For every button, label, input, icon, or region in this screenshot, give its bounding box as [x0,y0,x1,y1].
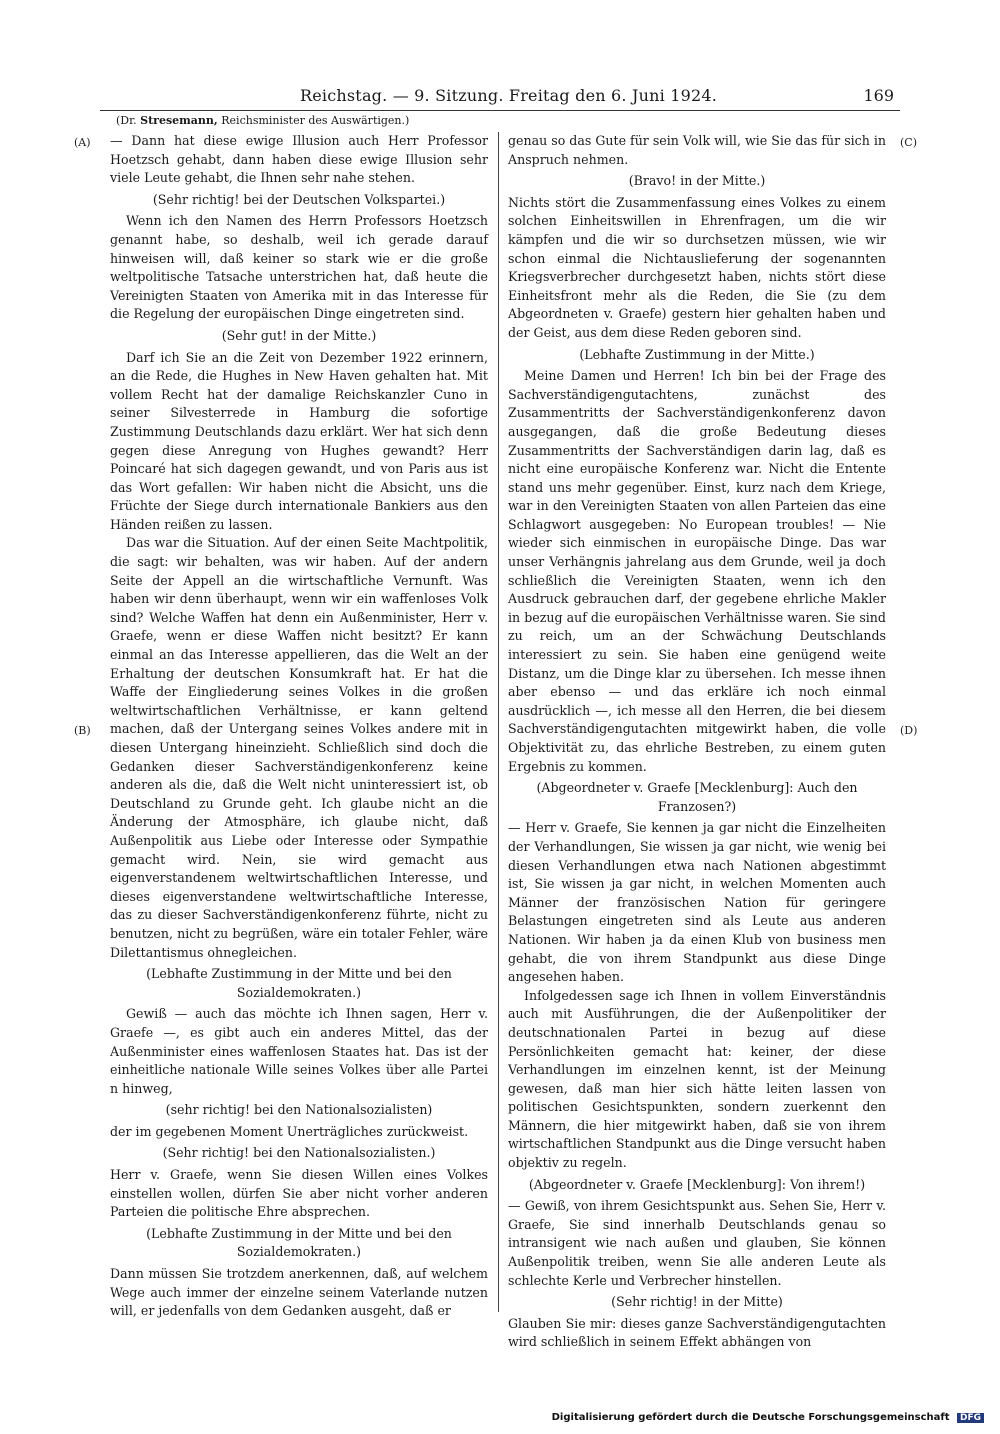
margin-marker-d: (D) [900,724,918,737]
interjection: (Sehr gut! in der Mitte.) [221,327,377,343]
interjection: (Sehr richtig! bei den Nationalsozialisten.) [162,1145,436,1161]
left-column [110,132,488,1321]
paragraph: — Gewiß, von ihrem Gesichtspunkt aus. Sehen Sie, Herr v. Graefe, Sie sind innerhalb Deutschlands genau so intransigent wie nach außen und glauben, Sie können Außenpolitik treiben, wenn Sie alle anderen Leute als schlechte Kerle und Verbrecher hinstellen. [508,1198,886,1288]
paragraph: Glauben Sie mir: dieses ganze Sachverständigengutachten wird schließlich in seinem Effekt abhängen von [508,1315,886,1350]
paragraph: — Herr v. Graefe, Sie kennen ja gar nicht die Einzelheiten der Verhandlungen, Sie wissen ja gar nicht, wie wenig bei diesen Verhandlungen etwa nach Nationen abgestimmt ist, Sie wissen ja gar nicht, in welchen Momenten auch Männer der französischen Nation für geringere Belastungen eingetreten sind als Leute aus anderen Nationen. Wir haben ja da einen Klub von business men gehabt, die von ihrem Standpunkt aus diese Dinge angesehen haben. [508,820,886,985]
paragraph: Das war die Situation. Auf der einen Seite Machtpolitik, die sagt: wir behalten, was wir haben. Auf der andern Seite der Appell an die wirtschaftliche Vernunft. Was haben wir denn überhaupt, wenn wir ein waffenloses Volk sind? Welche Waffen hat denn ein Außenminister, Herr v. Graefe, wenn er diese Waffen nicht besitzt? Er kann einmal an das Interesse appellieren, das die Welt an der Erhaltung der deutschen Konsumkraft hat. Er hat die Waffe der Eingliederung seines Volkes in die großen weltwirtschaftlichen Verhältnisse, er kann geltend machen, daß der Untergang seines Volkes andere mit in diesen Untergang hineinzieht. Schließlich sind doch die Gedanken dieser Sachverständigenkonferenz keine anderen als die, daß die Welt nicht uninteressiert ist, ob Deutschland zu Grunde geht. Ich glaube nicht an die Änderung der Atmosphäre, ich glaube nicht, daß Außenpolitik aus Liebe oder Interesse oder Sympathie gemacht wird. Nein, sie wird gemacht aus eigenverstandenem weltwirtschaftlichen Interesse, und dieses eigenverstandene weltwirtschaftliche Interesse, das zu dieser Sachverständigenkonferenz führte, nicht zu benutzen, nicht zu begrüßen, wäre ein totaler Fehler, wäre Dilettantismus ohnegleichen. [110,535,488,960]
paragraph: Meine Damen und Herren! Ich bin bei der Frage des Sachverständigengutachtens, zunächst des Zusammentritts der Sachverständigenkonferenz davon ausgegangen, daß die große Bedeutung dieses Zusammentritts der Sachverständigen darin lag, daß es nicht eine europäische Konferenz war. Nicht die Entente stand uns mehr gegenüber. Einst, kurz nach dem Kriege, war in den Vereinigten Staaten von allen Parteien das eine Schlagwort ausgegeben: No European troubles! — Nie wieder sich einmischen in europäische Dinge. Das war unser Verhängnis jahrelang aus dem Grunde, weil ja doch schließlich die Vereinigten Staaten, wenn ich den Ausdruck gebrauchen darf, der gegebene ehrliche Makler in bezug auf die europäischen Verhältnisse waren. Sie sind zu reich, um an der Schwächung Deutschlands interessiert zu sein. Sie haben eine genügend weite Distanz, um die Dinge klar zu übersehen. Ich messe ihnen aber ebenso — und das erkläre ich noch einmal ausdrücklich —, ich messe all den Herren, die bei diesem Sachverständigengutachten mitgewirkt haben, die volle Objektivität zu, das ehrliche Bestreben, zu einem guten Ergebnis zu kommen. [508,368,886,774]
page-header [100,84,900,111]
margin-marker-b: (B) [74,724,91,737]
interjection: (Abgeordneter v. Graefe [Mecklenburg]: Auch den Franzosen?) [536,780,858,814]
footer-text: Digitalisierung gefördert durch die Deutsche Forschungsgemeinschaft [551,1412,950,1423]
interjection: (Bravo! in der Mitte.) [628,173,766,189]
margin-marker-a: (A) [74,136,91,149]
dfg-logo: DFG [957,1413,984,1423]
speaker-open: (Dr. [116,114,141,127]
paragraph: Infolgedessen sage ich Ihnen in vollem Einverständnis auch mit Ausführungen, die der Außenpolitiker der deutschnationalen Partei in bezug auf diese Persönlichkeiten gemacht hat: keiner, der diese Verhandlungen im einzelnen kennt, ist der Meinung gewesen, daß man hier sich hätte leiten lassen von politischen Gesichtspunkten, sondern zuerkennt den Männern, die hier mitgewirkt haben, daß sie von ihrem wirtschaftlichen Standpunkt aus die Dinge versucht haben objektiv zu regeln. [508,987,886,1171]
interjection: (Lebhafte Zustimmung in der Mitte und bei den Sozialdemokraten.) [146,1225,452,1260]
footer-credit [552,1412,984,1423]
speaker-name: Stresemann, [140,114,218,127]
speaker-role: Reichsminister des Auswärtigen.) [217,114,410,127]
paragraph: der im gegebenen Moment Unerträgliches zurückweist. [110,1123,469,1139]
interjection: (sehr richtig! bei den Nationalsozialisten) [165,1102,433,1118]
page-number: 169 [863,86,894,105]
interjection: (Abgeordneter v. Graefe [Mecklenburg]: Von ihrem!) [528,1176,866,1192]
paragraph: Darf ich Sie an die Zeit von Dezember 1922 erinnern, an die Rede, die Hughes in New Haven gehalten hat. Mit vollem Recht hat der damalige Reichskanzler Cuno in seiner Silvesterrede in Hamburg die sofortige Zustimmung Deutschlands dazu erklärt. Wer hat sich denn gegen diese Anregung von Hughes gewandt? Herr Poincaré hat sich dagegen gewandt, und von Paris aus ist das Wort gefallen: Wir haben nicht die Absicht, uns die Früchte der Siege durch internationale Bankiers aus den Händen reißen zu lassen. [110,349,488,532]
running-title: Reichstag. — 9. Sitzung. Freitag den 6. Juni 1924. [300,86,718,105]
interjection: (Lebhafte Zustimmung in der Mitte und bei den Sozialdemokraten.) [146,966,452,1000]
paragraph: — Dann hat diese ewige Illusion auch Herr Professor Hoetzsch gehabt, dann haben diese ewige Illusion sehr viele Leute gehabt, die Ihnen sehr nahe stehen. [110,133,488,186]
speaker-line [116,114,409,127]
interjection: (Lebhafte Zustimmung in der Mitte.) [579,346,815,362]
paragraph: Wenn ich den Namen des Herrn Professors Hoetzsch genannt habe, so deshalb, weil ich gerade darauf hinweisen will, daß keiner so stark wie er die große weltpolitische Tatsache unterstrichen hat, daß heute die Vereinigten Staaten von Amerika mit in das Interesse für die Regelung der europäischen Dinge eingetreten sind. [110,213,488,322]
column-divider [498,132,499,1312]
paragraph: Herr v. Graefe, wenn Sie diesen Willen eines Volkes einstellen wollen, dürfen Sie aber nicht vorher anderen Parteien die politische Ehre absprechen. [110,1167,488,1220]
interjection: (Sehr richtig! bei der Deutschen Volkspartei.) [152,191,446,207]
paragraph: genau so das Gute für sein Volk will, wie Sie das für sich in Anspruch nehmen. [508,133,886,167]
interjection: (Sehr richtig! in der Mitte) [611,1294,783,1310]
right-column [508,132,886,1352]
paragraph: Nichts stört die Zusammenfassung eines Volkes zu einem solchen Einheitswillen in Ehrenfragen, um die wir kämpfen und die wir so durchsetzen müssen, wie wir schon einmal die Nichtauslieferung der sogenannten Kriegsverbrecher durchgesetzt haben, nichts stört diese Einheitsfront mehr als die Reden, die Sie (zu dem Abgeordneten v. Graefe) gestern hier gehalten haben und der Geist, aus dem diese Reden geboren sind. [508,194,886,340]
paragraph: Gewiß — auch das möchte ich Ihnen sagen, Herr v. Graefe —, es gibt auch ein anderes Mittel, das der Außenminister eines waffenlosen Staates hat. Das ist der einheitliche nationale Wille seines Volkes über alle Partei n hinweg, [110,1006,488,1096]
margin-marker-c: (C) [900,136,917,149]
paragraph: Dann müssen Sie trotzdem anerkennen, daß, auf welchem Wege auch immer der einzelne seinem Vaterlande nutzen will, er jedenfalls von dem Gedanken ausgeht, daß er [110,1266,488,1319]
